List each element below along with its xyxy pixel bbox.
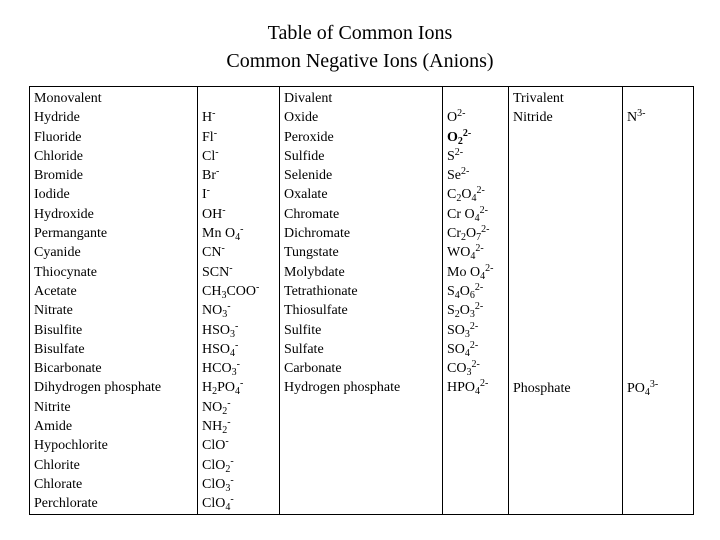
trivalent-name-nitride: Nitride (513, 110, 553, 126)
title-line-2: Common Negative Ions (Anions) (226, 50, 494, 72)
divalent-name-5: Chromate (284, 206, 340, 222)
title-line-1: Table of Common Ions (267, 22, 453, 44)
monovalent-name-10: Nitrate (34, 303, 73, 319)
trivalent-names-cell (509, 87, 623, 515)
monovalent-name-11: Bisulfite (34, 322, 83, 338)
monovalent-names-cell (30, 87, 198, 515)
divalent-formula-4: $C_2O_4^{2-}$ (447, 185, 485, 205)
divalent-names-cell (280, 87, 443, 515)
monovalent-formula-12: $HSO_4^-$ (202, 339, 239, 359)
divalent-name-7: Tungstate (284, 245, 339, 261)
trivalent-formula-nitride: $N^{3-}$ (627, 108, 646, 126)
monovalent-formula-18: ClO$_2$- (202, 455, 234, 475)
monovalent-formula-11: $HSO_3^-$ (202, 320, 239, 340)
monovalent-formula-14: $H_2PO_4^-$ (202, 378, 244, 398)
divalent-formulas-list (447, 108, 508, 397)
divalent-formula-3: $Se^{2-}$ (447, 166, 470, 184)
monovalent-name-19: Chlorate (34, 476, 83, 492)
monovalent-formula-16: $NH_2^-$ (202, 417, 231, 437)
monovalent-formulas-list (202, 108, 279, 513)
monovalent-name-15: Nitrite (34, 399, 71, 415)
divalent-header: Divalent (284, 91, 333, 106)
divalent-formula-12: $SO_4^{2-}$ (447, 339, 479, 359)
monovalent-formulas-cell (198, 87, 280, 515)
monovalent-formula-3: Br- (202, 166, 220, 184)
monovalent-formula-7: CN- (202, 243, 225, 261)
monovalent-name-7: Cyanide (34, 245, 81, 261)
monovalent-formula-15: $NO_2^-$ (202, 397, 231, 417)
monovalent-name-1: Fluoride (34, 129, 82, 145)
divalent-name-4: Oxalate (284, 187, 328, 203)
monovalent-formula-2: Cl- (202, 146, 219, 164)
divalent-formula-1: $O_2^{2-}$ (447, 127, 472, 147)
divalent-formula-11: $SO_3^{2-}$ (447, 320, 479, 340)
monovalent-name-4: Iodide (34, 187, 70, 203)
divalent-name-2: Sulfide (284, 148, 325, 164)
monovalent-name-6: Permangante (34, 226, 108, 242)
monovalent-name-16: Amide (34, 419, 73, 435)
monovalent-formula-13: $HCO_3^-$ (202, 359, 240, 379)
divalent-names-list (284, 108, 442, 397)
divalent-formula-6: $Cr_2O_7^{2-}$ (447, 224, 490, 244)
monovalent-name-14: Dihydrogen phosphate (34, 380, 162, 396)
divalent-name-0: Oxide (284, 110, 319, 126)
divalent-name-11: Sulfite (284, 322, 322, 338)
divalent-formula-8: Mo $O_4^{2-}$ (447, 262, 494, 282)
monovalent-name-13: Bicarbonate (34, 361, 102, 377)
ions-table (29, 86, 694, 515)
divalent-name-9: Tetrathionate (284, 283, 358, 299)
monovalent-name-18: Chlorite (34, 457, 80, 473)
monovalent-name-0: Hydride (34, 110, 80, 126)
divalent-formula-13: $CO_3^{2-}$ (447, 359, 480, 379)
divalent-formula-0: $O^{2-}$ (447, 108, 466, 126)
monovalent-formula-20: ClO$_4$- (202, 494, 234, 514)
divalent-formula-14: $HPO_4^{2-}$ (447, 378, 489, 398)
divalent-name-10: Thiosulfate (284, 303, 348, 319)
divalent-name-8: Molybdate (284, 264, 345, 280)
monovalent-formula-9: $CH_3COO^-$ (202, 281, 260, 301)
divalent-name-3: Selenide (284, 168, 333, 184)
monovalent-header: Monovalent (34, 91, 102, 106)
monovalent-formula-4: I- (202, 185, 211, 203)
divalent-name-13: Carbonate (284, 361, 342, 377)
monovalent-name-17: Hypochlorite (34, 438, 108, 454)
monovalent-formula-0: H- (202, 108, 216, 126)
divalent-formula-7: $WO_4^{2-}$ (447, 243, 484, 263)
trivalent-formula-phosphate: $PO_4^{3-}$ (627, 378, 659, 398)
monovalent-formula-17: ClO- (202, 436, 229, 454)
divalent-formula-10: $S_2O_3^{2-}$ (447, 301, 484, 321)
monovalent-name-5: Hydroxide (34, 206, 94, 222)
monovalent-formula-19: ClO$_3$- (202, 474, 234, 494)
monovalent-formula-6: Mn $O_4^-$ (202, 224, 244, 244)
divalent-formula-9: $S_4O_6^{2-}$ (447, 281, 484, 301)
divalent-name-14: Hydrogen phosphate (284, 380, 401, 396)
divalent-formula-2: $S^{2-}$ (447, 146, 464, 164)
monovalent-formula-10: $NO_3^-$ (202, 301, 231, 321)
monovalent-names-list (34, 108, 197, 513)
monovalent-formula-8: SCN- (202, 262, 233, 280)
divalent-name-6: Dichromate (284, 226, 351, 242)
monovalent-name-2: Chloride (34, 148, 83, 164)
divalent-formula-5: Cr $O_4^{2-}$ (447, 204, 488, 224)
monovalent-name-8: Thiocynate (34, 264, 97, 280)
monovalent-name-3: Bromide (34, 168, 83, 184)
trivalent-formulas-cell (623, 87, 694, 515)
monovalent-formula-5: OH- (202, 204, 226, 222)
trivalent-name-phosphate: Phosphate (513, 380, 571, 396)
monovalent-name-9: Acetate (34, 283, 77, 299)
divalent-formulas-cell (443, 87, 509, 515)
monovalent-formula-1: Fl- (202, 127, 218, 145)
divalent-name-1: Peroxide (284, 129, 334, 145)
monovalent-name-12: Bisulfate (34, 341, 85, 357)
divalent-name-12: Sulfate (284, 341, 324, 357)
monovalent-name-20: Perchlorate (34, 496, 98, 512)
trivalent-header: Trivalent (513, 91, 564, 106)
